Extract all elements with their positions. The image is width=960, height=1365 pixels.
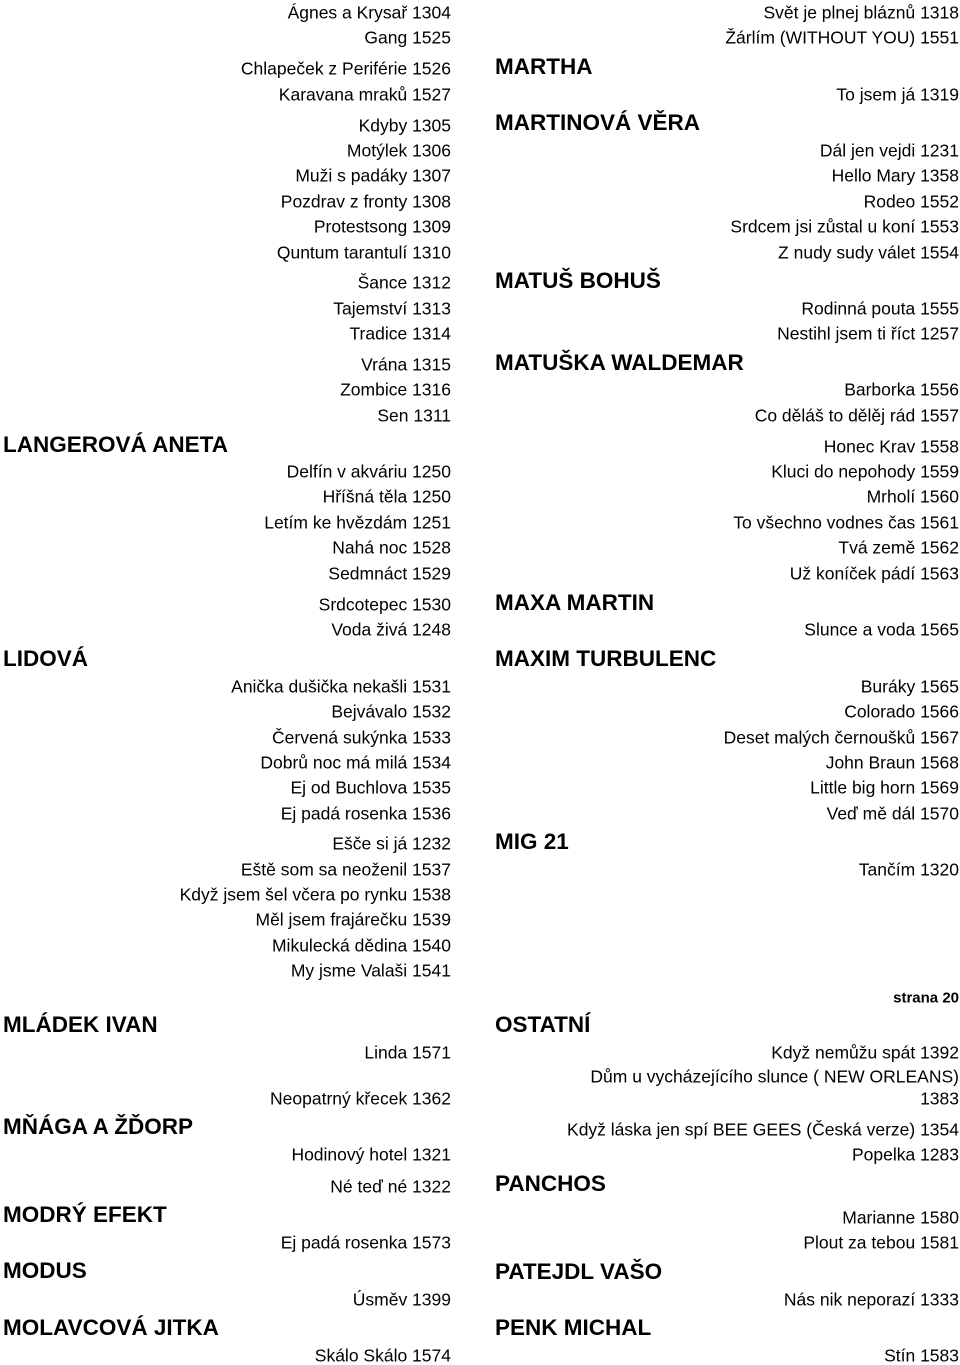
song-entry: Bejvávalo 1532 [331, 701, 451, 722]
song-entry: Kluci do nepohody 1559 [771, 461, 959, 482]
song-entry: Eště som sa neoženil 1537 [240, 859, 451, 880]
artist-heading: MŇÁGA A ŽĎORP [3, 1113, 193, 1139]
song-entry: Zombice 1316 [340, 379, 451, 400]
artist-heading: OSTATNÍ [495, 1011, 591, 1037]
song-entry: Quntum tarantulí 1310 [276, 242, 451, 263]
song-entry: Už koníček pádí 1563 [789, 563, 959, 584]
artist-heading: MODUS [3, 1257, 87, 1283]
song-entry: Muži s padáky 1307 [295, 165, 451, 186]
song-entry: Rodinná pouta 1555 [801, 298, 959, 319]
song-entry: Mrholí 1560 [866, 486, 959, 507]
song-entry: Voda živá 1248 [331, 619, 451, 640]
song-entry: Tajemství 1313 [333, 298, 451, 319]
song-entry: Vrána 1315 [361, 354, 451, 375]
song-entry: My jsme Valaši 1541 [290, 960, 451, 981]
song-entry: Chlapeček z Periférie 1526 [240, 58, 451, 79]
song-entry: Skálo Skálo 1574 [314, 1345, 451, 1365]
song-entry: Motýlek 1306 [346, 140, 451, 161]
song-entry: Nestihl jsem ti říct 1257 [777, 323, 959, 344]
song-entry: Deset malých černoušků 1567 [723, 727, 959, 748]
song-entry: To všechno vodnes čas 1561 [733, 512, 959, 533]
song-entry: John Braun 1568 [825, 752, 959, 773]
song-entry: Letím ke hvězdám 1251 [264, 512, 451, 533]
song-entry: Stín 1583 [884, 1345, 959, 1365]
song-entry: Co děláš to dělěj rád 1557 [754, 405, 959, 426]
song-entry: Hodinový hotel 1321 [291, 1144, 451, 1165]
song-entry: Úsměv 1399 [352, 1289, 451, 1310]
song-entry: Tradice 1314 [349, 323, 451, 344]
song-entry: Neopatrný křecek 1362 [270, 1088, 451, 1109]
song-entry: Tančím 1320 [858, 859, 959, 880]
song-entry: Veď mě dál 1570 [826, 803, 959, 824]
song-entry: Červená sukýnka 1533 [272, 727, 451, 748]
artist-heading: PATEJDL VAŠO [495, 1258, 663, 1284]
song-entry: Ej padá rosenka 1536 [280, 803, 451, 824]
song-entry: Šance 1312 [357, 272, 451, 293]
artist-heading: PENK MICHAL [495, 1314, 652, 1340]
song-entry: Sedmnáct 1529 [328, 563, 451, 584]
song-entry: Pozdrav z fronty 1308 [280, 191, 451, 212]
song-entry: Nahá noc 1528 [332, 537, 451, 558]
song-entry: Mikulecká dědina 1540 [271, 935, 451, 956]
song-entry: Linda 1571 [364, 1042, 451, 1063]
artist-heading: MARTHA [495, 53, 593, 79]
song-entry: Ej padá rosenka 1573 [280, 1232, 451, 1253]
song-entry: Né teď né 1322 [330, 1176, 451, 1197]
song-entry: Žárlím (WITHOUT YOU) 1551 [725, 27, 959, 48]
artist-heading: MIG 21 [495, 828, 569, 854]
song-entry: Colorado 1566 [844, 701, 959, 722]
artist-heading: MATUŠKA WALDEMAR [495, 349, 744, 375]
song-entry: Kdyby 1305 [358, 115, 451, 136]
song-entry: Sen 1311 [377, 405, 451, 426]
song-entry: 1383 [920, 1088, 959, 1109]
song-entry: Dům u vycházejícího slunce ( NEW ORLEANS) [590, 1066, 959, 1087]
song-entry: Plout za tebou 1581 [803, 1232, 959, 1253]
song-entry: Marianne 1580 [842, 1207, 959, 1228]
artist-heading: MLÁDEK IVAN [3, 1011, 158, 1037]
song-entry: Dobrů noc má milá 1534 [260, 752, 451, 773]
song-entry: Měl jsem frajárečku 1539 [255, 909, 451, 930]
song-entry: Svět je plnej bláznů 1318 [763, 2, 959, 23]
song-entry: Dál jen vejdi 1231 [819, 140, 959, 161]
song-entry: Honec Krav 1558 [823, 436, 959, 457]
song-entry: Nás nik neporazí 1333 [783, 1289, 959, 1310]
song-entry: Delfín v akváriu 1250 [286, 461, 451, 482]
song-entry: Když láska jen spí BEE GEES (Česká verze) 1354 [567, 1119, 959, 1140]
artist-heading: LIDOVÁ [3, 645, 89, 671]
artist-heading: MODRÝ EFEKT [3, 1201, 167, 1227]
artist-heading: MOLAVCOVÁ JITKA [3, 1314, 219, 1340]
song-entry: Rodeo 1552 [863, 191, 959, 212]
song-entry: Když jsem šel včera po rynku 1538 [179, 884, 451, 905]
artist-heading: MATUŠ BOHUŠ [495, 267, 661, 293]
artist-heading: MAXA MARTIN [495, 589, 655, 615]
artist-heading: MAXIM TURBULENC [495, 645, 717, 671]
song-entry: Z nudy sudy válet 1554 [778, 242, 959, 263]
song-entry: Buráky 1565 [860, 676, 959, 697]
page-number: strana 20 [893, 989, 959, 1007]
song-entry: Když nemůžu spát 1392 [771, 1042, 959, 1063]
song-entry: Popelka 1283 [851, 1144, 959, 1165]
artist-heading: MARTINOVÁ VĚRA [495, 109, 701, 135]
song-entry: Hello Mary 1358 [831, 165, 959, 186]
song-entry: Srdcem jsi zůstal u koní 1553 [730, 216, 959, 237]
song-entry: Little big horn 1569 [810, 777, 959, 798]
song-entry: Protestsong 1309 [313, 216, 451, 237]
song-entry: Ej od Buchlova 1535 [290, 777, 451, 798]
song-entry: Barborka 1556 [844, 379, 959, 400]
song-entry: To jsem já 1319 [836, 84, 959, 105]
song-entry: Slunce a voda 1565 [804, 619, 959, 640]
song-entry: Ešče si já 1232 [332, 833, 451, 854]
song-entry: Ágnes a Krysař 1304 [287, 2, 451, 23]
song-entry: Karavana mraků 1527 [278, 84, 451, 105]
song-entry: Gang 1525 [364, 27, 451, 48]
song-entry: Anička dušička nekašli 1531 [231, 676, 451, 697]
song-entry: Hříšná těla 1250 [322, 486, 451, 507]
artist-heading: PANCHOS [495, 1170, 606, 1196]
artist-heading: LANGEROVÁ ANETA [3, 431, 228, 457]
song-entry: Tvá země 1562 [838, 537, 959, 558]
song-entry: Srdcotepec 1530 [318, 594, 451, 615]
